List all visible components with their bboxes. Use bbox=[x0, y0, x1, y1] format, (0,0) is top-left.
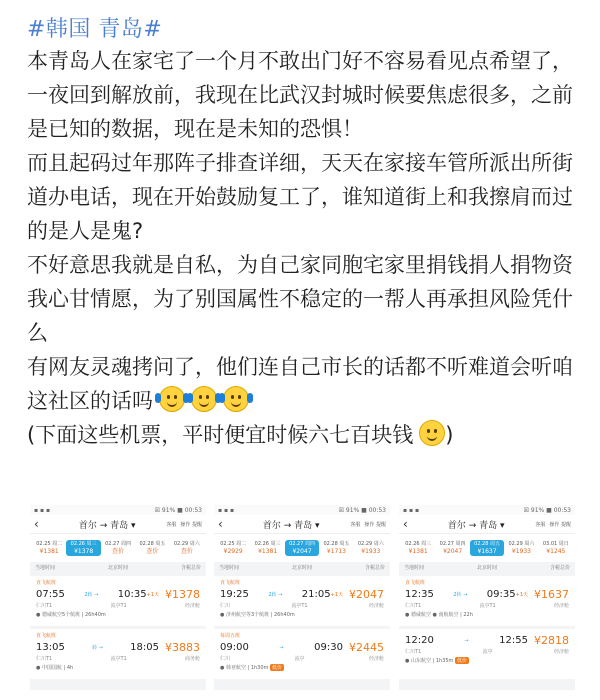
route-title[interactable]: 首尔 → 青岛 ▾ bbox=[262, 520, 320, 531]
date-tab-day: 02.29 周六 bbox=[508, 541, 535, 547]
column-total-price: 含税总价 bbox=[364, 565, 385, 571]
route-title[interactable]: 首尔 → 青岛 ▾ bbox=[78, 520, 136, 531]
date-tab-price: ¥1381 bbox=[39, 548, 59, 555]
date-tab[interactable] bbox=[101, 540, 135, 556]
date-tab-day: 02.29 周六 bbox=[357, 541, 384, 547]
flight-price: ¥2047 bbox=[349, 588, 384, 601]
date-selector bbox=[30, 534, 206, 562]
cabin-class: 经济舱 bbox=[368, 656, 384, 662]
date-tab-price: ¥1245 bbox=[546, 548, 566, 555]
flight-airports bbox=[36, 655, 200, 662]
smile-emoji-icon bbox=[419, 420, 445, 446]
date-tab[interactable] bbox=[135, 540, 169, 556]
date-tab-day: 02.28 周五 bbox=[139, 541, 166, 547]
flight-card[interactable] bbox=[399, 629, 575, 679]
toolbar-icon-label[interactable]: 操作 提醒 bbox=[180, 521, 202, 528]
column-local-time: 当地时间 bbox=[35, 565, 56, 571]
arrival-time: 18:05 bbox=[130, 642, 159, 653]
hashtag-topic[interactable]: #韩国 青岛# bbox=[27, 17, 163, 42]
airline-info: ● 韩亚航空 | 1h30m 低价 bbox=[220, 665, 283, 671]
departure-airport: 仁川T1 bbox=[36, 656, 53, 662]
flight-times bbox=[220, 588, 384, 601]
arrival-time: 12:55 bbox=[499, 635, 528, 646]
column-beijing-time: 北京时间 bbox=[476, 565, 497, 571]
flight-tag: 直飞航班 bbox=[36, 580, 57, 586]
route-title[interactable]: 首尔 → 青岛 ▾ bbox=[447, 520, 505, 531]
departure-time: 12:20 bbox=[405, 635, 434, 646]
date-tab-day: 02.29 周六 bbox=[173, 541, 200, 547]
column-beijing-time: 北京时间 bbox=[291, 565, 312, 571]
date-tab-price: 查价 bbox=[180, 548, 193, 555]
arrival-time: 09:35 bbox=[486, 589, 516, 600]
date-selector bbox=[399, 534, 575, 562]
shrug-emoji-icon bbox=[191, 386, 217, 412]
departure-time: 12:35 bbox=[405, 589, 434, 600]
toolbar-icons bbox=[535, 521, 571, 528]
date-tab-price: ¥1933 bbox=[361, 548, 381, 555]
post-paragraph bbox=[27, 418, 583, 452]
status-bar bbox=[214, 505, 390, 515]
status-right: ☒ 91% ■ 00:53 bbox=[338, 506, 386, 514]
arrival-airport: 流亭T1 bbox=[479, 603, 496, 609]
column-total-price: 含税总价 bbox=[549, 565, 570, 571]
route-arrow: 2转 → bbox=[453, 592, 468, 598]
column-beijing-time: 北京时间 bbox=[107, 565, 128, 571]
date-tab-price: ¥2047 bbox=[443, 548, 463, 555]
date-tab-price: ¥1381 bbox=[408, 548, 428, 555]
toolbar-icon-label[interactable]: 客服 bbox=[350, 521, 361, 528]
toolbar-icons bbox=[350, 521, 386, 528]
date-tab-day: 02.25 周二 bbox=[220, 541, 247, 547]
cabin-class: 经济舱 bbox=[553, 603, 569, 609]
post-body bbox=[27, 44, 583, 452]
flight-airports bbox=[220, 655, 384, 662]
route-arrow: 2转 → bbox=[268, 592, 283, 598]
arrival-airport: 流亭T1 bbox=[110, 656, 127, 662]
toolbar-icon-label[interactable]: 操作 提醒 bbox=[549, 521, 571, 528]
date-tab-price: ¥1378 bbox=[74, 548, 94, 555]
flight-price: ¥2818 bbox=[534, 634, 569, 647]
flight-tag: 每周五班 bbox=[220, 633, 241, 639]
column-header bbox=[214, 562, 390, 573]
arrival-time: 21:05 bbox=[301, 589, 331, 600]
date-tab-price: ¥1381 bbox=[258, 548, 278, 555]
date-tab-day: 02.28 周五 bbox=[323, 541, 350, 547]
flight-times bbox=[36, 641, 200, 654]
flight-card[interactable] bbox=[214, 576, 390, 626]
flight-airports bbox=[36, 602, 200, 609]
column-header bbox=[399, 562, 575, 573]
date-tab[interactable] bbox=[32, 540, 66, 556]
date-tab[interactable] bbox=[66, 540, 100, 556]
date-tab[interactable] bbox=[285, 540, 319, 556]
date-tab[interactable] bbox=[504, 540, 538, 556]
date-tab-price: ¥2929 bbox=[223, 548, 243, 555]
cabin-class: 经济舱 bbox=[553, 649, 569, 655]
status-left: ▪ ▪ ▪ bbox=[218, 506, 235, 514]
post-paragraph: 本青岛人在家宅了一个月不敢出门好不容易看见点希望了，一夜回到解放前，我现在比武汉封城时候要焦虑很多，之前是已知的数据，现在是未知的恐惧！ bbox=[27, 49, 573, 141]
date-tab-day: 02.26 周三 bbox=[70, 541, 97, 547]
column-local-time: 当地时间 bbox=[404, 565, 425, 571]
toolbar-icon-label[interactable]: 客服 bbox=[166, 521, 177, 528]
departure-time: 07:55 bbox=[36, 589, 65, 600]
flight-tag: 直飞航班 bbox=[36, 633, 57, 639]
arrival-time: 09:30 bbox=[314, 642, 343, 653]
flight-search-screenshot bbox=[214, 505, 390, 690]
date-tab[interactable] bbox=[354, 540, 388, 556]
flight-search-screenshot bbox=[399, 505, 575, 690]
date-tab[interactable] bbox=[539, 540, 573, 556]
flight-price: ¥1637 bbox=[534, 588, 569, 601]
departure-airport: 仁川 bbox=[220, 656, 231, 662]
flight-card[interactable] bbox=[214, 629, 390, 679]
flight-airports bbox=[405, 648, 569, 655]
next-day-label: +1天 bbox=[330, 592, 343, 598]
status-right: ☒ 91% ■ 00:53 bbox=[523, 506, 571, 514]
status-left: ▪ ▪ ▪ bbox=[34, 506, 51, 514]
airline-info: ● 中国国航 | 4h bbox=[36, 665, 74, 671]
post-paragraph: 不好意思我就是自私，为自己家同胞宅家里捐钱捐人捐物资我心甘情愿，为了别国属性不稳定的一帮人再承担风险凭什么 bbox=[27, 253, 573, 345]
back-icon[interactable]: ‹ bbox=[218, 517, 223, 531]
arrival-airport: 流亭T1 bbox=[110, 603, 127, 609]
flight-price: ¥1378 bbox=[165, 588, 200, 601]
date-tab-day: 02.28 周五 bbox=[474, 541, 500, 547]
date-tab-price: ¥2047 bbox=[292, 548, 312, 555]
airline-info: ● 济州航空等3个航班 | 26h40m bbox=[220, 612, 295, 618]
date-tab-price: ¥1713 bbox=[326, 548, 346, 555]
post-paragraph bbox=[27, 350, 583, 418]
date-tab[interactable] bbox=[170, 540, 204, 556]
flight-tag: 直飞航班 bbox=[220, 580, 241, 586]
status-bar bbox=[30, 505, 206, 515]
airline-info: ● 德威航空5个航班 | 26h40m bbox=[36, 612, 106, 618]
shrug-emoji-icon bbox=[223, 386, 249, 412]
date-tab-day: 02.27 周四 bbox=[439, 541, 466, 547]
flight-screenshots bbox=[30, 505, 575, 690]
route-arrow: 转 → bbox=[92, 645, 103, 651]
toolbar-icon-label[interactable]: 客服 bbox=[535, 521, 546, 528]
flight-tag: 直飞航班 bbox=[405, 580, 426, 586]
date-tab-price: 查价 bbox=[112, 548, 125, 555]
flight-airports bbox=[405, 602, 569, 609]
departure-time: 19:25 bbox=[220, 589, 249, 600]
date-tab-day: 02.26 周三 bbox=[254, 541, 281, 547]
flight-card[interactable] bbox=[30, 629, 206, 679]
back-icon[interactable]: ‹ bbox=[34, 517, 39, 531]
date-tab-day: 02.25 周二 bbox=[36, 541, 63, 547]
cabin-class: 经济舱 bbox=[184, 603, 200, 609]
flight-card[interactable] bbox=[399, 576, 575, 626]
flight-times bbox=[220, 641, 384, 654]
column-local-time: 当地时间 bbox=[219, 565, 240, 571]
arrival-airport: 流亭T1 bbox=[291, 603, 308, 609]
airline-info: ● 山东航空 | 1h35m 低价 bbox=[405, 658, 468, 664]
status-bar bbox=[399, 505, 575, 515]
departure-airport: 仁川T1 bbox=[405, 603, 422, 609]
airline-info: ● 德威航空 ● 南航航空 | 22h bbox=[405, 612, 473, 618]
flight-search-screenshot bbox=[30, 505, 206, 690]
flight-airports bbox=[220, 602, 384, 609]
post-paragraph-text: (下面这些机票，平时便宜时候六七百块钱 bbox=[27, 423, 414, 447]
route-arrow: 2转 → bbox=[84, 592, 99, 598]
departure-time: 13:05 bbox=[36, 642, 65, 653]
post-paragraph: 而且起码过年那阵子排查详细，天天在家接车管所派出所街道办电话，现在开始鼓励复工了，谁知道街上和我擦肩而过的是人是鬼? bbox=[27, 151, 573, 243]
date-selector bbox=[214, 534, 390, 562]
next-day-label: +1天 bbox=[515, 592, 528, 598]
date-tab-day: 02.27 周四 bbox=[105, 541, 131, 547]
next-day-label: +1天 bbox=[146, 592, 159, 598]
route-arrow: → bbox=[464, 637, 469, 644]
departure-time: 09:00 bbox=[220, 642, 249, 653]
arrival-airport: 流亭 bbox=[482, 649, 493, 655]
date-tab-day: 03.01 周日 bbox=[542, 541, 569, 547]
top-bar bbox=[399, 515, 575, 534]
departure-airport: 仁川T1 bbox=[36, 603, 53, 609]
flight-times bbox=[405, 634, 569, 647]
top-bar bbox=[214, 515, 390, 534]
date-tab[interactable] bbox=[319, 540, 353, 556]
date-tab-price: 查价 bbox=[146, 548, 159, 555]
date-tab-day: 02.26 周三 bbox=[405, 541, 432, 547]
departure-airport: 仁川 bbox=[220, 603, 231, 609]
date-tab-day: 02.27 周四 bbox=[289, 541, 315, 547]
low-price-badge: 低价 bbox=[272, 665, 283, 671]
arrival-time: 10:35 bbox=[117, 589, 147, 600]
flight-price: ¥2445 bbox=[349, 641, 384, 654]
flight-times bbox=[36, 588, 200, 601]
date-tab[interactable] bbox=[470, 540, 504, 556]
date-tab[interactable] bbox=[216, 540, 250, 556]
date-tab-price: ¥1933 bbox=[511, 548, 531, 555]
top-bar bbox=[30, 515, 206, 534]
cabin-class: 经济舱 bbox=[368, 603, 384, 609]
status-left: ▪ ▪ ▪ bbox=[403, 506, 420, 514]
toolbar-icons bbox=[166, 521, 202, 528]
cabin-class: 商务舱 bbox=[184, 656, 200, 662]
arrival-airport: 流亭 bbox=[294, 656, 305, 662]
post-paragraph-close: ) bbox=[445, 423, 454, 447]
date-tab-price: ¥1637 bbox=[477, 548, 497, 555]
departure-airport: 仁川T1 bbox=[405, 649, 422, 655]
shrug-emoji-icon bbox=[159, 386, 185, 412]
flight-price: ¥3883 bbox=[165, 641, 200, 654]
back-icon[interactable]: ‹ bbox=[403, 517, 408, 531]
low-price-badge: 低价 bbox=[457, 658, 468, 664]
date-tab[interactable] bbox=[401, 540, 435, 556]
status-right: ☒ 91% ■ 00:53 bbox=[154, 506, 202, 514]
column-header bbox=[30, 562, 206, 573]
flight-card[interactable] bbox=[30, 576, 206, 626]
date-tab[interactable] bbox=[250, 540, 284, 556]
toolbar-icon-label[interactable]: 操作 提醒 bbox=[364, 521, 386, 528]
date-tab[interactable] bbox=[435, 540, 469, 556]
post-paragraph-text: 有网友灵魂拷问了，他们连自己市长的话都不听难道会听咱这社区的话吗 bbox=[27, 355, 573, 413]
flight-times bbox=[405, 588, 569, 601]
route-arrow: → bbox=[279, 644, 284, 651]
column-total-price: 含税总价 bbox=[180, 565, 201, 571]
